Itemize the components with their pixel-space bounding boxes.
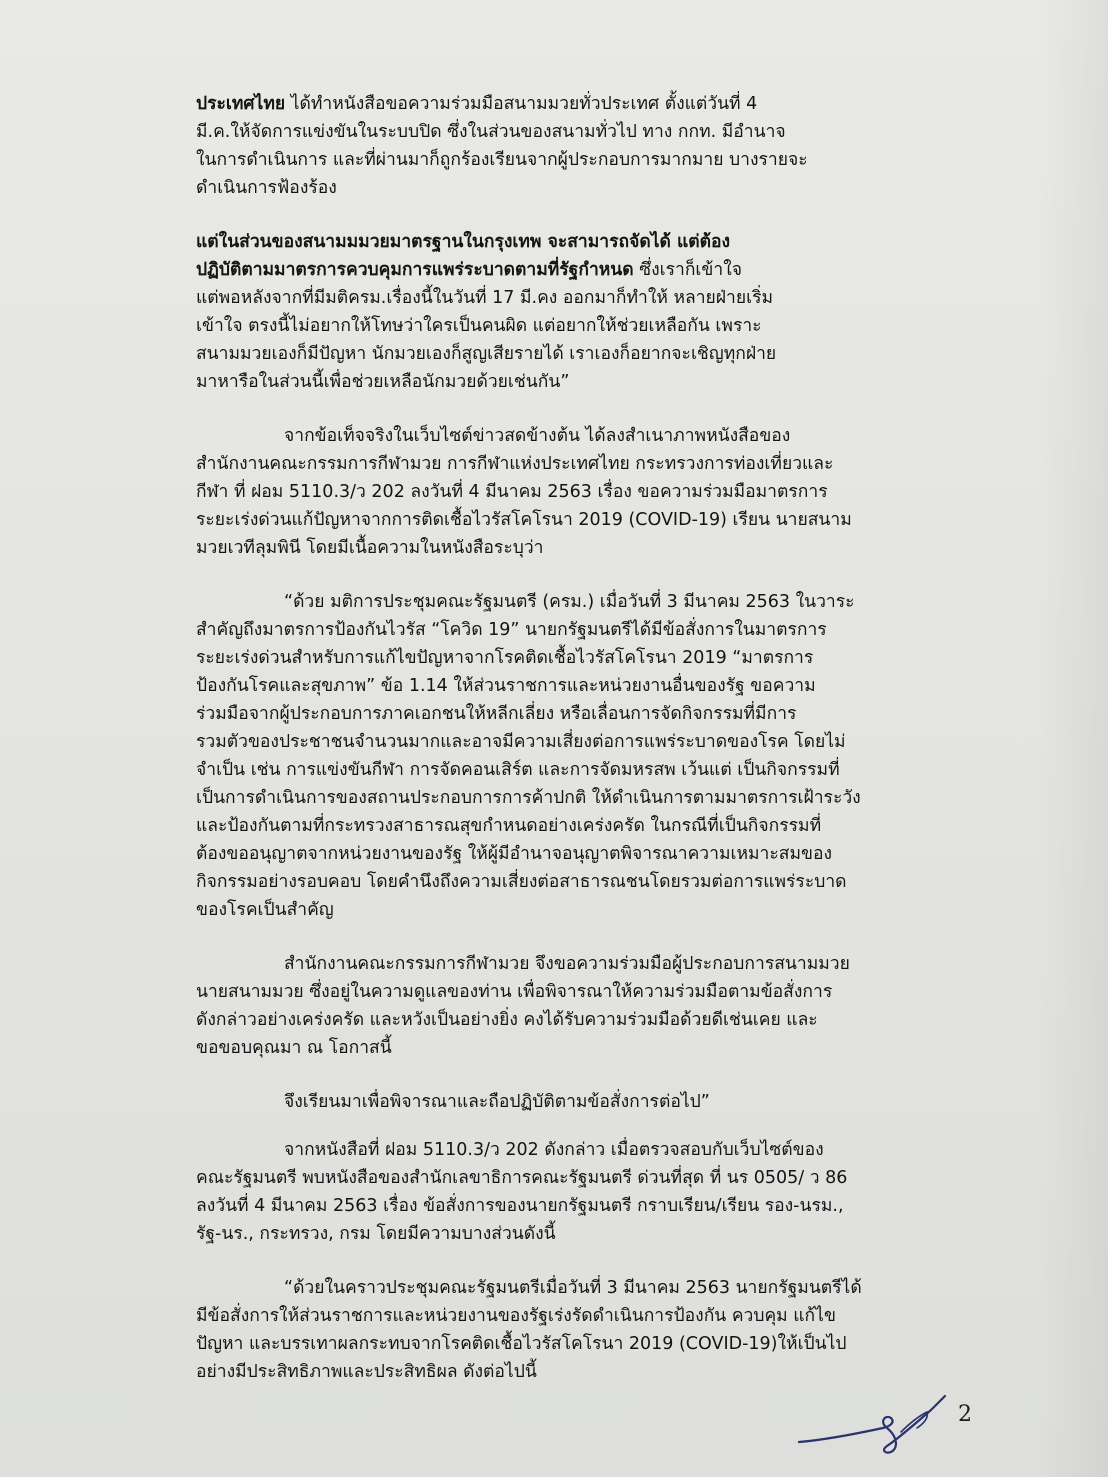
page-number: 2	[958, 1402, 972, 1427]
text-line: นายสนามมวย ซึ่งอยู่ในความดูแลของท่าน เพื่อพิจารณาให้ความร่วมมือตามข้อสั่งการ	[196, 982, 833, 1002]
paragraph-1	[196, 90, 996, 202]
text-line: รัฐ-นร., กระทรวง, กรม โดยมีความบางส่วนดังนี้	[196, 1224, 556, 1244]
paragraph-8	[196, 1274, 996, 1386]
text-line: ป้องกันโรคและสุขภาพ” ข้อ 1.14 ให้ส่วนราชการและหน่วยงานอื่นของรัฐ ขอความ	[196, 676, 816, 696]
text-line: จำเป็น เช่น การแข่งขันกีฬา การจัดคอนเสิร์ต และการจัดมหรสพ เว้นแต่ เป็นกิจกรรมที่	[196, 760, 840, 780]
text-line: จากข้อเท็จจริงในเว็บไซต์ข่าวสดข้างต้น ได้ลงสำเนาภาพหนังสือของ	[284, 426, 791, 446]
text-line: ร่วมมือจากผู้ประกอบการภาคเอกชนให้หลีกเลี่ยง หรือเลื่อนการจัดกิจกรรมที่มีการ	[196, 704, 797, 724]
document-body	[196, 90, 996, 1386]
text-line: ขอขอบคุณมา ณ โอกาสนี้	[196, 1038, 392, 1058]
text-line: ดังกล่าวอย่างเคร่งครัด และหวังเป็นอย่างยิ่ง คงได้รับความร่วมมือด้วยดีเช่นเคย และ	[196, 1010, 818, 1030]
paragraph-7	[196, 1136, 996, 1248]
text-line: คณะรัฐมนตรี พบหนังสือของสำนักเลขาธิการคณะรัฐมนตรี ด่วนที่สุด ที่ นร 0505/ ว 86	[196, 1168, 848, 1188]
text-line: ต้องขออนุญาตจากหน่วยงานของรัฐ ให้ผู้มีอำนาจอนุญาตพิจารณาความเหมาะสมของ	[196, 844, 833, 864]
text-line: ระยะเร่งด่วนสำหรับการแก้ไขปัญหาจากโรคติดเชื้อไวรัสโคโรนา 2019 “มาตรการ	[196, 648, 814, 668]
page-shadow	[1038, 0, 1108, 1477]
text-line: เข้าใจ ตรงนี้ไม่อยากให้โทษว่าใครเป็นคนผิด แต่อยากให้ช่วยเหลือกัน เพราะ	[196, 316, 762, 336]
text-line: ดำเนินการฟ้องร้อง	[196, 178, 337, 198]
paragraph-gap	[196, 562, 996, 588]
paragraph-2	[196, 228, 996, 396]
text-line	[196, 90, 996, 118]
text-line	[196, 256, 996, 284]
paragraph-5	[196, 950, 996, 1062]
line-text: ซึ่งเราก็เข้าใจ	[633, 260, 742, 280]
text-line: สำนักงานคณะกรรมการกีฬามวย การกีฬาแห่งประเทศไทย กระทรวงการท่องเที่ยวและ	[196, 454, 834, 474]
text-line: ในการดำเนินการ และที่ผ่านมาก็ถูกร้องเรียนจากผู้ประกอบการมากมาย บางรายจะ	[196, 150, 808, 170]
text-line: กีฬา ที่ ฝอม 5110.3/ว 202 ลงวันที่ 4 มีนาคม 2563 เรื่อง ขอความร่วมมือมาตรการ	[196, 482, 828, 502]
paragraph-gap	[196, 396, 996, 422]
text-line: จึงเรียนมาเพื่อพิจารณาและถือปฏิบัติตามข้อสั่งการต่อไป”	[284, 1092, 710, 1112]
text-line	[196, 228, 996, 256]
text-line: จากหนังสือที่ ฝอม 5110.3/ว 202 ดังกล่าว เมื่อตรวจสอบกับเว็บไซต์ของ	[284, 1140, 824, 1160]
text-line: และป้องกันตามที่กระทรวงสาธารณสุขกำหนดอย่างเคร่งครัด ในกรณีที่เป็นกิจกรรมที่	[196, 816, 822, 836]
text-line: แต่พอหลังจากที่มีมติครม.เรื่องนี้ในวันที่ 17 มี.คง ออกมาก็ทำให้ หลายฝ่ายเริ่ม	[196, 288, 774, 308]
paragraph-6	[196, 1088, 996, 1116]
text-line: ปัญหา และบรรเทาผลกระทบจากโรคติดเชื้อไวรัสโคโรนา 2019 (COVID-19)ให้เป็นไป	[196, 1334, 847, 1354]
text-line: ระยะเร่งด่วนแก้ปัญหาจากการติดเชื้อไวรัสโคโรนา 2019 (COVID-19) เรียน นายสนาม	[196, 510, 852, 530]
text-line: มาหารือในส่วนนี้เพื่อช่วยเหลือนักมวยด้วยเช่นกัน”	[196, 372, 570, 392]
handwritten-signature-icon	[795, 1388, 955, 1456]
text-line: สำคัญถึงมาตรการป้องกันไวรัส “โควิด 19” นายกรัฐมนตรีได้มีข้อสั่งการในมาตรการ	[196, 620, 827, 640]
text-line: “ด้วยในคราวประชุมคณะรัฐมนตรีเมื่อวันที่ 3 มีนาคม 2563 นายกรัฐมนตรีได้	[284, 1278, 862, 1298]
bold-text: ปฏิบัติตามมาตรการควบคุมการแพร่ระบาดตามที่รัฐกำหนด	[196, 260, 634, 280]
text-line: ของโรคเป็นสำคัญ	[196, 900, 334, 920]
paragraph-gap	[196, 202, 996, 228]
text-line: ลงวันที่ 4 มีนาคม 2563 เรื่อง ข้อสั่งการของนายกรัฐมนตรี กราบเรียน/เรียน รอง-นรม.,	[196, 1196, 844, 1216]
bold-text: แต่ในส่วนของสนามมมวยมาตรฐานในกรุงเทพ จะสามารถจัดได้ แต่ต้อง	[196, 232, 731, 252]
text-line: มี.ค.ให้จัดการแข่งขันในระบบปิด ซึ่งในส่วนของสนามทั่วไป ทาง กกท. มีอำนาจ	[196, 122, 786, 142]
text-line: “ด้วย มติการประชุมคณะรัฐมนตรี (ครม.) เมื่อวันที่ 3 มีนาคม 2563 ในวาระ	[284, 592, 855, 612]
bold-text: ประเทศไทย	[196, 94, 286, 114]
text-line: กิจกรรมอย่างรอบคอบ โดยคำนึงถึงความเสี่ยงต่อสาธารณชนโดยรวมต่อการแพร่ระบาด	[196, 872, 847, 892]
paragraph-4	[196, 588, 996, 924]
paragraph-gap	[196, 1116, 996, 1136]
text-line: มวยเวทีลุมพินี โดยมีเนื้อความในหนังสือระบุว่า	[196, 538, 544, 558]
paragraph-gap	[196, 1248, 996, 1274]
text-line: อย่างมีประสิทธิภาพและประสิทธิผล ดังต่อไปนี้	[196, 1362, 537, 1382]
line-text: ได้ทำหนังสือขอความร่วมมือสนามมวยทั่วประเทศ ตั้งแต่วันที่ 4	[285, 94, 758, 114]
text-line: รวมตัวของประชาชนจำนวนมากและอาจมีความเสี่ยงต่อการแพร่ระบาดของโรค โดยไม่	[196, 732, 846, 752]
paragraph-3	[196, 422, 996, 562]
paragraph-gap	[196, 1062, 996, 1088]
text-line: มีข้อสั่งการให้ส่วนราชการและหน่วยงานของรัฐเร่งรัดดำเนินการป้องกัน ควบคุม แก้ไข	[196, 1306, 836, 1326]
text-line: สนามมวยเองก็มีปัญหา นักมวยเองก็สูญเสียรายได้ เราเองก็อยากจะเชิญทุกฝ่าย	[196, 344, 777, 364]
text-line: เป็นการดำเนินการของสถานประกอบการการค้าปกติ ให้ดำเนินการตามมาตรการเฝ้าระวัง	[196, 788, 861, 808]
text-line: สำนักงานคณะกรรมการกีฬามวย จึงขอความร่วมมือผู้ประกอบการสนามมวย	[284, 954, 850, 974]
paragraph-gap	[196, 924, 996, 950]
